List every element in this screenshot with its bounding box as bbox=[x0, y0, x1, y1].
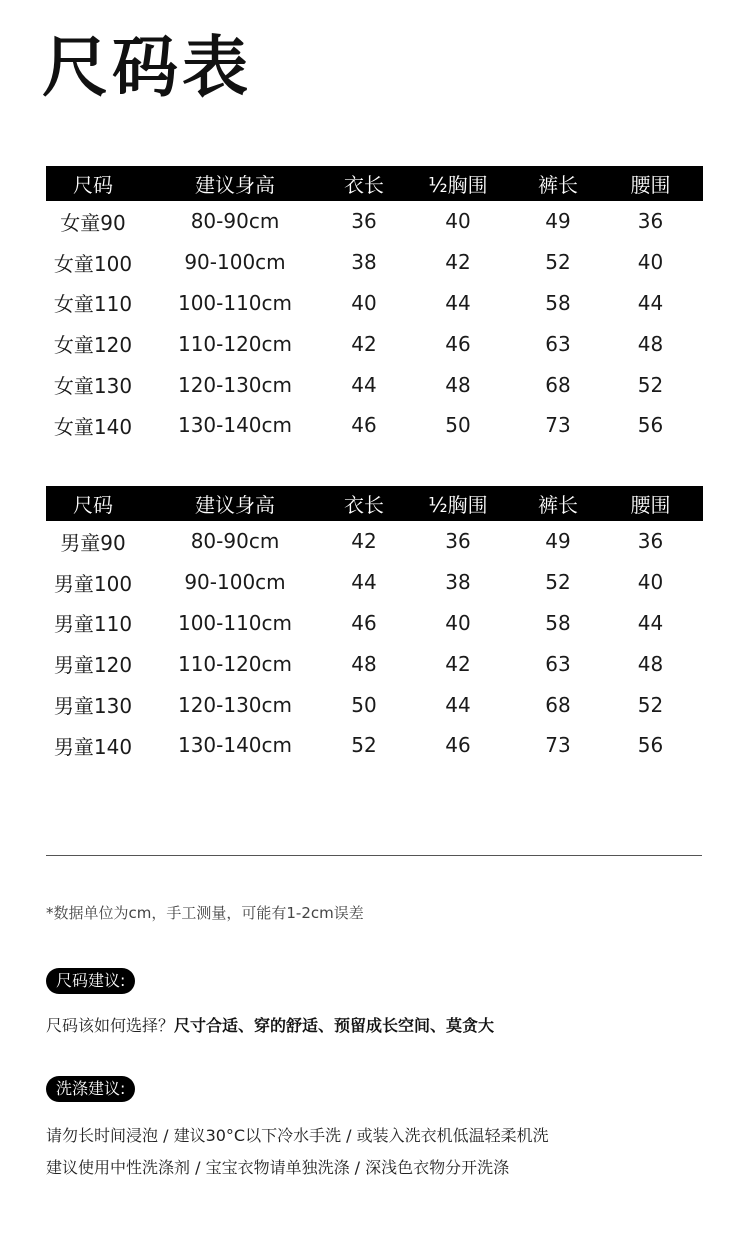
cell-waist: 44 bbox=[637, 290, 664, 315]
cell-height: 130-140cm bbox=[177, 733, 293, 758]
header-height: 建议身高 bbox=[140, 166, 330, 201]
cell-top-length: 38 bbox=[351, 250, 377, 275]
cell-pants-length: 73 bbox=[545, 413, 571, 438]
cell-pants-length: 52 bbox=[545, 570, 571, 595]
cell-top-length: 44 bbox=[351, 570, 377, 595]
cell-pants-length: 52 bbox=[545, 250, 571, 275]
size-advice-badge: 尺码建议: bbox=[46, 968, 135, 994]
cell-waist: 56 bbox=[637, 733, 664, 758]
cell-waist: 52 bbox=[637, 372, 664, 397]
cell-height: 80-90cm bbox=[190, 529, 280, 554]
table-row bbox=[46, 603, 703, 644]
cell-size: 男童110 bbox=[53, 612, 133, 637]
cell-size: 女童120 bbox=[53, 333, 133, 358]
cell-half-chest: 38 bbox=[445, 570, 471, 595]
cell-size: 女童110 bbox=[53, 292, 133, 317]
cell-top-length: 50 bbox=[351, 692, 377, 717]
cell-size: 女童140 bbox=[53, 414, 133, 439]
table-row bbox=[46, 242, 703, 283]
table-row bbox=[46, 643, 703, 684]
cell-height: 100-110cm bbox=[177, 290, 293, 315]
cell-top-length: 42 bbox=[351, 529, 377, 554]
cell-top-length: 42 bbox=[351, 331, 377, 356]
cell-height: 90-100cm bbox=[184, 570, 286, 595]
cell-size: 男童90 bbox=[60, 530, 126, 555]
cell-top-length: 52 bbox=[351, 733, 377, 758]
cell-waist: 36 bbox=[637, 529, 664, 554]
cell-half-chest: 50 bbox=[445, 413, 471, 438]
header-top-length: 衣长 bbox=[330, 166, 398, 201]
cell-height: 80-90cm bbox=[190, 209, 280, 234]
wash-advice-line-2: 建议使用中性洗涤剂 / 宝宝衣物请单独洗涤 / 深浅色衣物分开洗涤 bbox=[46, 1158, 510, 1177]
cell-half-chest: 48 bbox=[445, 372, 471, 397]
cell-half-chest: 40 bbox=[445, 209, 471, 234]
header-pants-length: 裤长 bbox=[518, 486, 598, 521]
cell-pants-length: 58 bbox=[545, 610, 571, 635]
cell-half-chest: 42 bbox=[445, 250, 471, 275]
cell-waist: 48 bbox=[637, 651, 664, 676]
cell-waist: 44 bbox=[637, 610, 664, 635]
cell-pants-length: 68 bbox=[545, 372, 571, 397]
cell-half-chest: 44 bbox=[445, 692, 471, 717]
cell-top-length: 44 bbox=[351, 372, 377, 397]
cell-half-chest: 40 bbox=[445, 610, 471, 635]
header-waist: 腰围 bbox=[598, 486, 703, 521]
cell-height: 100-110cm bbox=[177, 610, 293, 635]
cell-waist: 48 bbox=[637, 331, 664, 356]
cell-half-chest: 42 bbox=[445, 651, 471, 676]
cell-pants-length: 68 bbox=[545, 692, 571, 717]
cell-top-length: 40 bbox=[351, 290, 377, 315]
cell-half-chest: 46 bbox=[445, 733, 471, 758]
cell-top-length: 48 bbox=[351, 651, 377, 676]
measurement-note: *数据单位为cm，手工测量，可能有1-2cm误差 bbox=[46, 904, 364, 922]
header-size: 尺码 bbox=[46, 486, 140, 521]
cell-half-chest: 44 bbox=[445, 290, 471, 315]
cell-waist: 56 bbox=[637, 413, 664, 438]
table-header-row bbox=[46, 486, 703, 521]
wash-advice-line-1: 请勿长时间浸泡 / 建议30°C以下冷水手洗 / 或装入洗衣机低温轻柔机洗 bbox=[46, 1126, 549, 1145]
table-row bbox=[46, 323, 703, 364]
section-divider bbox=[46, 855, 702, 856]
cell-height: 120-130cm bbox=[177, 372, 293, 397]
table-row bbox=[46, 684, 703, 725]
cell-size: 女童100 bbox=[53, 251, 133, 276]
cell-height: 110-120cm bbox=[177, 331, 293, 356]
cell-height: 120-130cm bbox=[177, 692, 293, 717]
cell-half-chest: 46 bbox=[445, 331, 471, 356]
cell-top-length: 46 bbox=[351, 610, 377, 635]
table-row bbox=[46, 201, 703, 242]
header-waist: 腰围 bbox=[598, 166, 703, 201]
cell-size: 男童130 bbox=[53, 694, 133, 719]
header-height: 建议身高 bbox=[140, 486, 330, 521]
cell-top-length: 36 bbox=[351, 209, 377, 234]
cell-waist: 52 bbox=[637, 692, 664, 717]
cell-pants-length: 49 bbox=[545, 209, 571, 234]
wash-advice-badge: 洗涤建议: bbox=[46, 1076, 135, 1102]
cell-size: 女童90 bbox=[60, 210, 126, 235]
header-half-chest: ½胸围 bbox=[398, 166, 518, 201]
table-row bbox=[46, 364, 703, 405]
page-title: 尺码表 bbox=[42, 29, 252, 106]
cell-size: 男童140 bbox=[53, 734, 133, 759]
cell-size: 男童100 bbox=[53, 571, 133, 596]
header-top-length: 衣长 bbox=[330, 486, 398, 521]
cell-top-length: 46 bbox=[351, 413, 377, 438]
header-pants-length: 裤长 bbox=[518, 166, 598, 201]
table-header-row bbox=[46, 166, 703, 201]
girls-size-table bbox=[46, 166, 703, 446]
size-advice-question: 尺码该如何选择？ bbox=[46, 1016, 175, 1035]
cell-height: 130-140cm bbox=[177, 413, 293, 438]
cell-waist: 40 bbox=[637, 570, 664, 595]
table-row bbox=[46, 283, 703, 324]
boys-size-table bbox=[46, 486, 703, 766]
cell-size: 男童120 bbox=[53, 653, 133, 678]
table-row bbox=[46, 725, 703, 766]
cell-waist: 40 bbox=[637, 250, 664, 275]
table-row bbox=[46, 562, 703, 603]
cell-half-chest: 36 bbox=[445, 529, 471, 554]
header-size: 尺码 bbox=[46, 166, 140, 201]
cell-height: 90-100cm bbox=[184, 250, 286, 275]
cell-size: 女童130 bbox=[53, 374, 133, 399]
cell-pants-length: 63 bbox=[545, 651, 571, 676]
cell-pants-length: 73 bbox=[545, 733, 571, 758]
cell-pants-length: 49 bbox=[545, 529, 571, 554]
table-row bbox=[46, 405, 703, 446]
size-advice-answer: 尺寸合适、穿的舒适、预留成长空间、莫贪大 bbox=[174, 1016, 495, 1035]
cell-waist: 36 bbox=[637, 209, 664, 234]
size-advice-text bbox=[46, 1013, 494, 1036]
table-row bbox=[46, 521, 703, 562]
header-half-chest: ½胸围 bbox=[398, 486, 518, 521]
cell-pants-length: 58 bbox=[545, 290, 571, 315]
cell-height: 110-120cm bbox=[177, 651, 293, 676]
cell-pants-length: 63 bbox=[545, 331, 571, 356]
